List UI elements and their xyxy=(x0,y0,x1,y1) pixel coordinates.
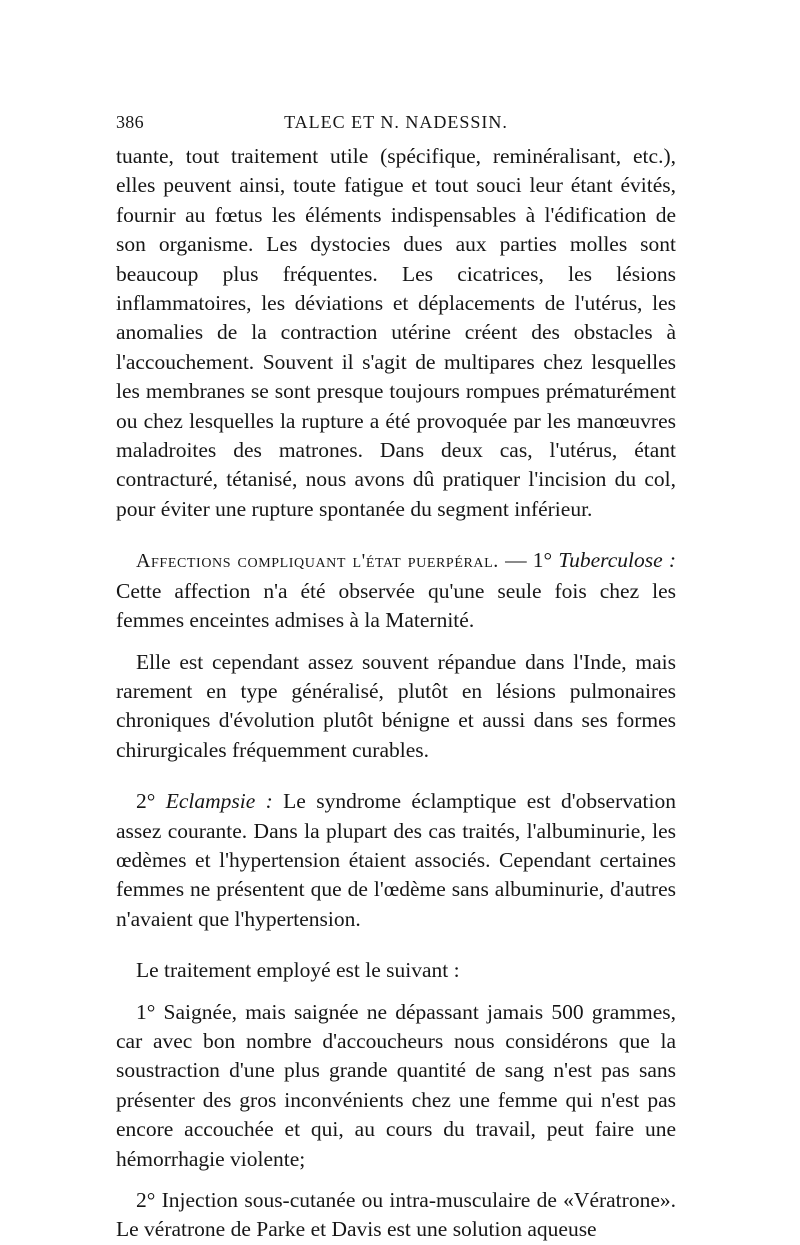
running-head xyxy=(116,112,676,142)
paragraph-text: Cette affection n'a été observée qu'une seule fois chez les femmes enceintes admises à la Maternité. xyxy=(116,578,676,633)
item-subject: Tuberculose : xyxy=(558,548,677,573)
paragraph-traitement: Le traitement employé est le suivant : xyxy=(136,958,460,983)
running-title: TALEC ET N. NADESSIN. xyxy=(284,112,508,132)
paragraph-eclampsie xyxy=(116,787,676,934)
paragraph-veratrone: 2° Injection sous-cutanée ou intra-musculaire de «Vératrone». Le vératrone de Parke et Davis est une solution aqueuse xyxy=(116,1188,676,1242)
page-number: 386 xyxy=(116,112,144,132)
heading-dash: — xyxy=(498,548,533,573)
paragraph-tuberculose xyxy=(116,546,676,635)
item-number: 1° xyxy=(532,548,559,573)
paragraph-saignee: 1° Saignée, mais saignée ne dépassant jamais 500 grammes, car avec bon nombre d'accoucheurs nous considérons que la soustraction d'une plus grande quantité de sang n'est pas sans présenter des gros inconvénients chez une femme qui n'est pas encore accouchée et qui, au cours du travail, peut faire une hémorrhagie violente; xyxy=(116,999,676,1171)
paragraph-dystocies: tuante, tout traitement utile (spécifique, reminéralisant, etc.), elles peuvent ainsi, toute fatigue et tout souci leur étant évités, fournir au fœtus les éléments indispensables à l'édification de son organisme. Les dystocies dues aux parties molles sont beaucoup plus fréquentes. Les cicatrices, les lésions inflammatoires, les déviations et déplacements de l'utérus, les anomalies de la contraction utérine créent des obstacles à l'accouchement. Souvent il s'agit de multipares chez lesquelles les membranes se sont presque toujours rompues prématurément ou chez lesquelles la rupture a été provoquée par les manœuvres maladroites des matrones. Dans deux cas, l'utérus, étant contracturé, tétanisé, nous avons dû pratiquer l'incision du col, pour éviter une rupture spontanée du segment inférieur. xyxy=(116,144,676,521)
item-number: 2° xyxy=(136,789,166,814)
paragraph-text: Le syndrome éclamptique est d'observation assez courante. Dans la plupart des cas traités, l'albuminurie, les œdèmes et l'hypertension étaient associés. Cependant certaines femmes ne présentent que de l'œdème sans albuminurie, d'autres n'avaient que l'hypertension. xyxy=(116,789,676,931)
document-page xyxy=(116,112,676,1245)
paragraph-inde: Elle est cependant assez souvent répandue dans l'Inde, mais rarement en type généralisé, plutôt en lésions pulmonaires chroniques d'évolution plutôt bénigne et aussi dans ses formes chirurgicales fréquemment curables. xyxy=(116,649,676,762)
section-heading: Affections compliquant l'état puerpéral. xyxy=(136,550,499,573)
item-subject: Eclampsie : xyxy=(165,789,273,814)
